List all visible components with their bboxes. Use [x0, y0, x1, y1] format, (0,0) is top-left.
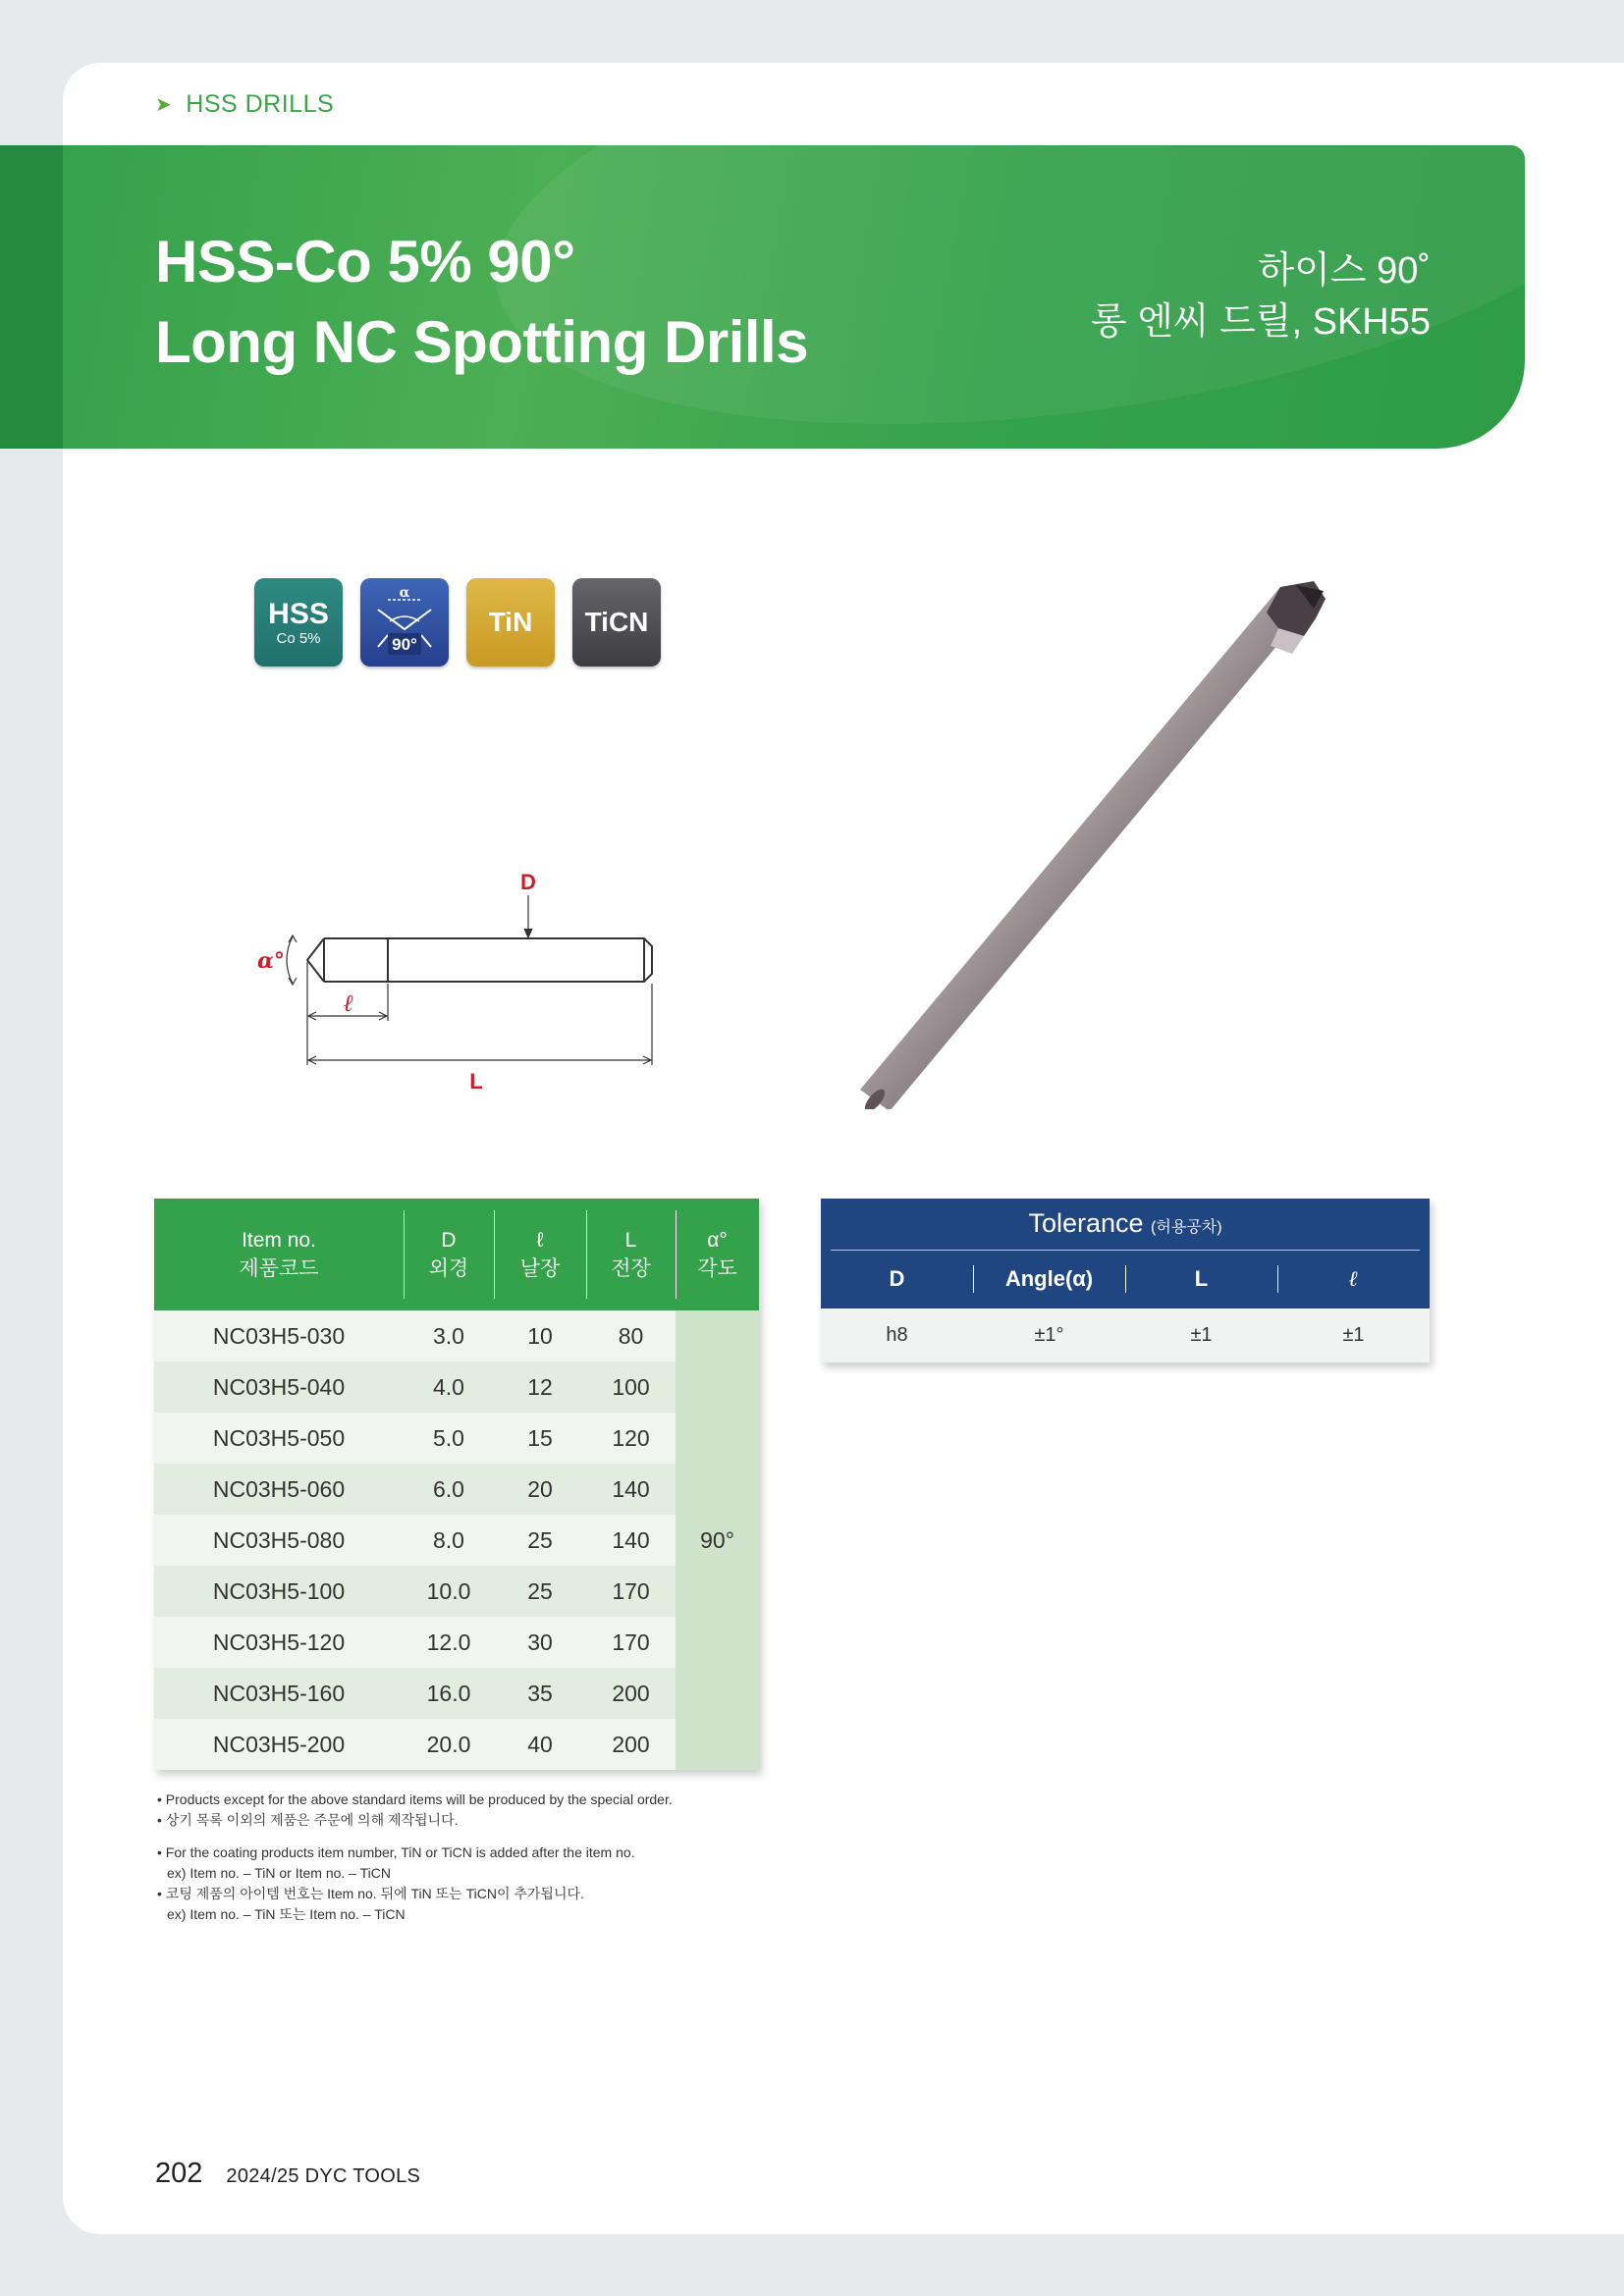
- chevron-right-icon: ➤: [155, 94, 173, 116]
- cell-flute-length: 25: [494, 1515, 586, 1566]
- korean-title-line-2: 롱 엔씨 드릴, SKH55: [1090, 301, 1431, 343]
- header-overall-length-en: L: [624, 1229, 637, 1252]
- footnotes: [157, 1789, 673, 1925]
- cell-diameter: 5.0: [404, 1413, 494, 1464]
- table-row: [154, 1310, 759, 1362]
- cell-item: NC03H5-080: [154, 1515, 404, 1566]
- cell-diameter: 4.0: [404, 1362, 494, 1413]
- cell-overall-length: 200: [586, 1719, 676, 1770]
- title-line-2: Long NC Spotting Drills: [155, 309, 809, 375]
- cell-flute-length: 20: [494, 1464, 586, 1515]
- header-angle-ko: 각도: [697, 1257, 737, 1280]
- spec-table: [154, 1199, 759, 1770]
- cell-angle: 90°: [676, 1310, 759, 1770]
- cell-flute-length: 35: [494, 1668, 586, 1719]
- title-line-1: HSS-Co 5% 90°: [155, 229, 575, 294]
- cell-overall-length: 100: [586, 1362, 676, 1413]
- korean-title-line-1: 하이스 90˚: [1258, 250, 1431, 292]
- cell-diameter: 8.0: [404, 1515, 494, 1566]
- tolerance-value-l-total: ±1: [1190, 1324, 1213, 1346]
- cell-diameter: 3.0: [404, 1310, 494, 1362]
- header-item-no: [154, 1199, 404, 1310]
- cell-diameter: 10.0: [404, 1566, 494, 1617]
- page-title: [155, 222, 808, 383]
- header-flute-length-en: ℓ: [536, 1229, 544, 1252]
- hss-badge-sublabel: Co 5%: [276, 629, 321, 647]
- drawing-total-length-label: L: [469, 1069, 483, 1090]
- cell-item: NC03H5-040: [154, 1362, 404, 1413]
- hss-badge: [254, 578, 343, 667]
- table-row: [154, 1464, 759, 1515]
- tolerance-value-angle: ±1°: [1034, 1324, 1064, 1346]
- cell-flute-length: 30: [494, 1617, 586, 1668]
- header-diameter: [404, 1199, 494, 1310]
- note-coating-example-ko: ex) Item no. – TiN 또는 Item no. – TiCN: [167, 1906, 406, 1922]
- tolerance-column-headers: [821, 1261, 1430, 1297]
- title-banner: [0, 145, 1525, 449]
- header-angle-en: α°: [707, 1229, 728, 1252]
- spec-table-header-row: [154, 1199, 759, 1310]
- footer-text: 2024/25 DYC TOOLS: [226, 2165, 421, 2187]
- cell-item: NC03H5-050: [154, 1413, 404, 1464]
- cell-item: NC03H5-160: [154, 1668, 404, 1719]
- note-special-order-en: • Products except for the above standard items will be produced by the special order.: [157, 1791, 673, 1807]
- header-angle: [676, 1199, 759, 1310]
- header-item-no-ko: 제품코드: [239, 1257, 319, 1280]
- cell-diameter: 12.0: [404, 1617, 494, 1668]
- table-row: [154, 1617, 759, 1668]
- note-coating-ko: • 코팅 제품의 아이템 번호는 Item no. 뒤에 TiN 또는 TiCN이 추가됩니다.: [157, 1886, 584, 1901]
- cell-item: NC03H5-060: [154, 1464, 404, 1515]
- header-diameter-en: D: [441, 1229, 457, 1252]
- header-overall-length-ko: 전장: [611, 1257, 651, 1280]
- tolerance-header: [821, 1199, 1430, 1308]
- angle-badge-value: 90°: [392, 635, 417, 654]
- tolerance-title-en: Tolerance: [1028, 1208, 1144, 1238]
- cell-flute-length: 40: [494, 1719, 586, 1770]
- header-item-no-en: Item no.: [242, 1229, 316, 1252]
- header-flute-length-ko: 날장: [519, 1257, 561, 1280]
- cell-item: NC03H5-120: [154, 1617, 404, 1668]
- point-angle-icon: [360, 578, 449, 667]
- section-label: HSS DRILLS: [186, 90, 335, 118]
- drawing-flute-length-label: ℓ: [343, 988, 354, 1017]
- table-row: [154, 1566, 759, 1617]
- angle-badge-symbol: α: [399, 585, 410, 601]
- tolerance-values-row: [821, 1308, 1430, 1362]
- tolerance-header-l-flute: ℓ: [1277, 1261, 1430, 1297]
- hss-badge-label: HSS: [268, 597, 329, 630]
- drill-dimension-drawing: [236, 864, 668, 1090]
- table-row: [154, 1668, 759, 1719]
- ticn-badge: TiCN: [572, 578, 661, 667]
- section-tag: [155, 90, 334, 119]
- tolerance-value-d: h8: [886, 1324, 908, 1346]
- page-footer: [155, 2158, 420, 2190]
- header-diameter-ko: 외경: [428, 1257, 469, 1280]
- tolerance-header-d: D: [889, 1266, 905, 1291]
- cell-overall-length: 170: [586, 1566, 676, 1617]
- header-overall-length: [586, 1199, 676, 1310]
- drill-product-image: [835, 579, 1384, 1109]
- cell-diameter: 6.0: [404, 1464, 494, 1515]
- cell-overall-length: 140: [586, 1515, 676, 1566]
- drawing-d-label: D: [520, 870, 536, 894]
- tolerance-title: [821, 1208, 1430, 1239]
- cell-item: NC03H5-030: [154, 1310, 404, 1362]
- cell-flute-length: 12: [494, 1362, 586, 1413]
- cell-overall-length: 200: [586, 1668, 676, 1719]
- cell-overall-length: 170: [586, 1617, 676, 1668]
- tolerance-value-l-flute: ±1: [1342, 1324, 1365, 1346]
- cell-diameter: 16.0: [404, 1668, 494, 1719]
- cell-overall-length: 80: [586, 1310, 676, 1362]
- tolerance-divider: [831, 1250, 1420, 1251]
- banner-accent-strip: [0, 145, 63, 449]
- table-row: [154, 1719, 759, 1770]
- cell-flute-length: 10: [494, 1310, 586, 1362]
- tolerance-title-ko: (허용공차): [1151, 1219, 1222, 1236]
- cell-flute-length: 15: [494, 1413, 586, 1464]
- note-coating-example-en: ex) Item no. – TiN or Item no. – TiCN: [167, 1865, 391, 1881]
- cell-item: NC03H5-200: [154, 1719, 404, 1770]
- korean-title: [1091, 245, 1431, 347]
- drawing-angle-label: α°: [257, 948, 285, 974]
- cell-item: NC03H5-100: [154, 1566, 404, 1617]
- note-coating-en: • For the coating products item number, TiN or TiCN is added after the item no.: [157, 1844, 635, 1860]
- table-row: [154, 1413, 759, 1464]
- cell-overall-length: 140: [586, 1464, 676, 1515]
- page-number: 202: [155, 2158, 203, 2189]
- cell-flute-length: 25: [494, 1566, 586, 1617]
- tolerance-table: [821, 1199, 1430, 1362]
- angle-badge: [360, 578, 449, 667]
- header-flute-length: [494, 1199, 586, 1310]
- tolerance-header-l-total: L: [1125, 1261, 1277, 1297]
- table-row: [154, 1515, 759, 1566]
- tin-badge: TiN: [466, 578, 555, 667]
- cell-overall-length: 120: [586, 1413, 676, 1464]
- feature-badges: [254, 578, 661, 667]
- cell-diameter: 20.0: [404, 1719, 494, 1770]
- table-row: [154, 1362, 759, 1413]
- tolerance-header-angle: Angle(α): [973, 1261, 1125, 1297]
- note-special-order-ko: • 상기 목록 이외의 제품은 주문에 의해 제작됩니다.: [157, 1812, 459, 1828]
